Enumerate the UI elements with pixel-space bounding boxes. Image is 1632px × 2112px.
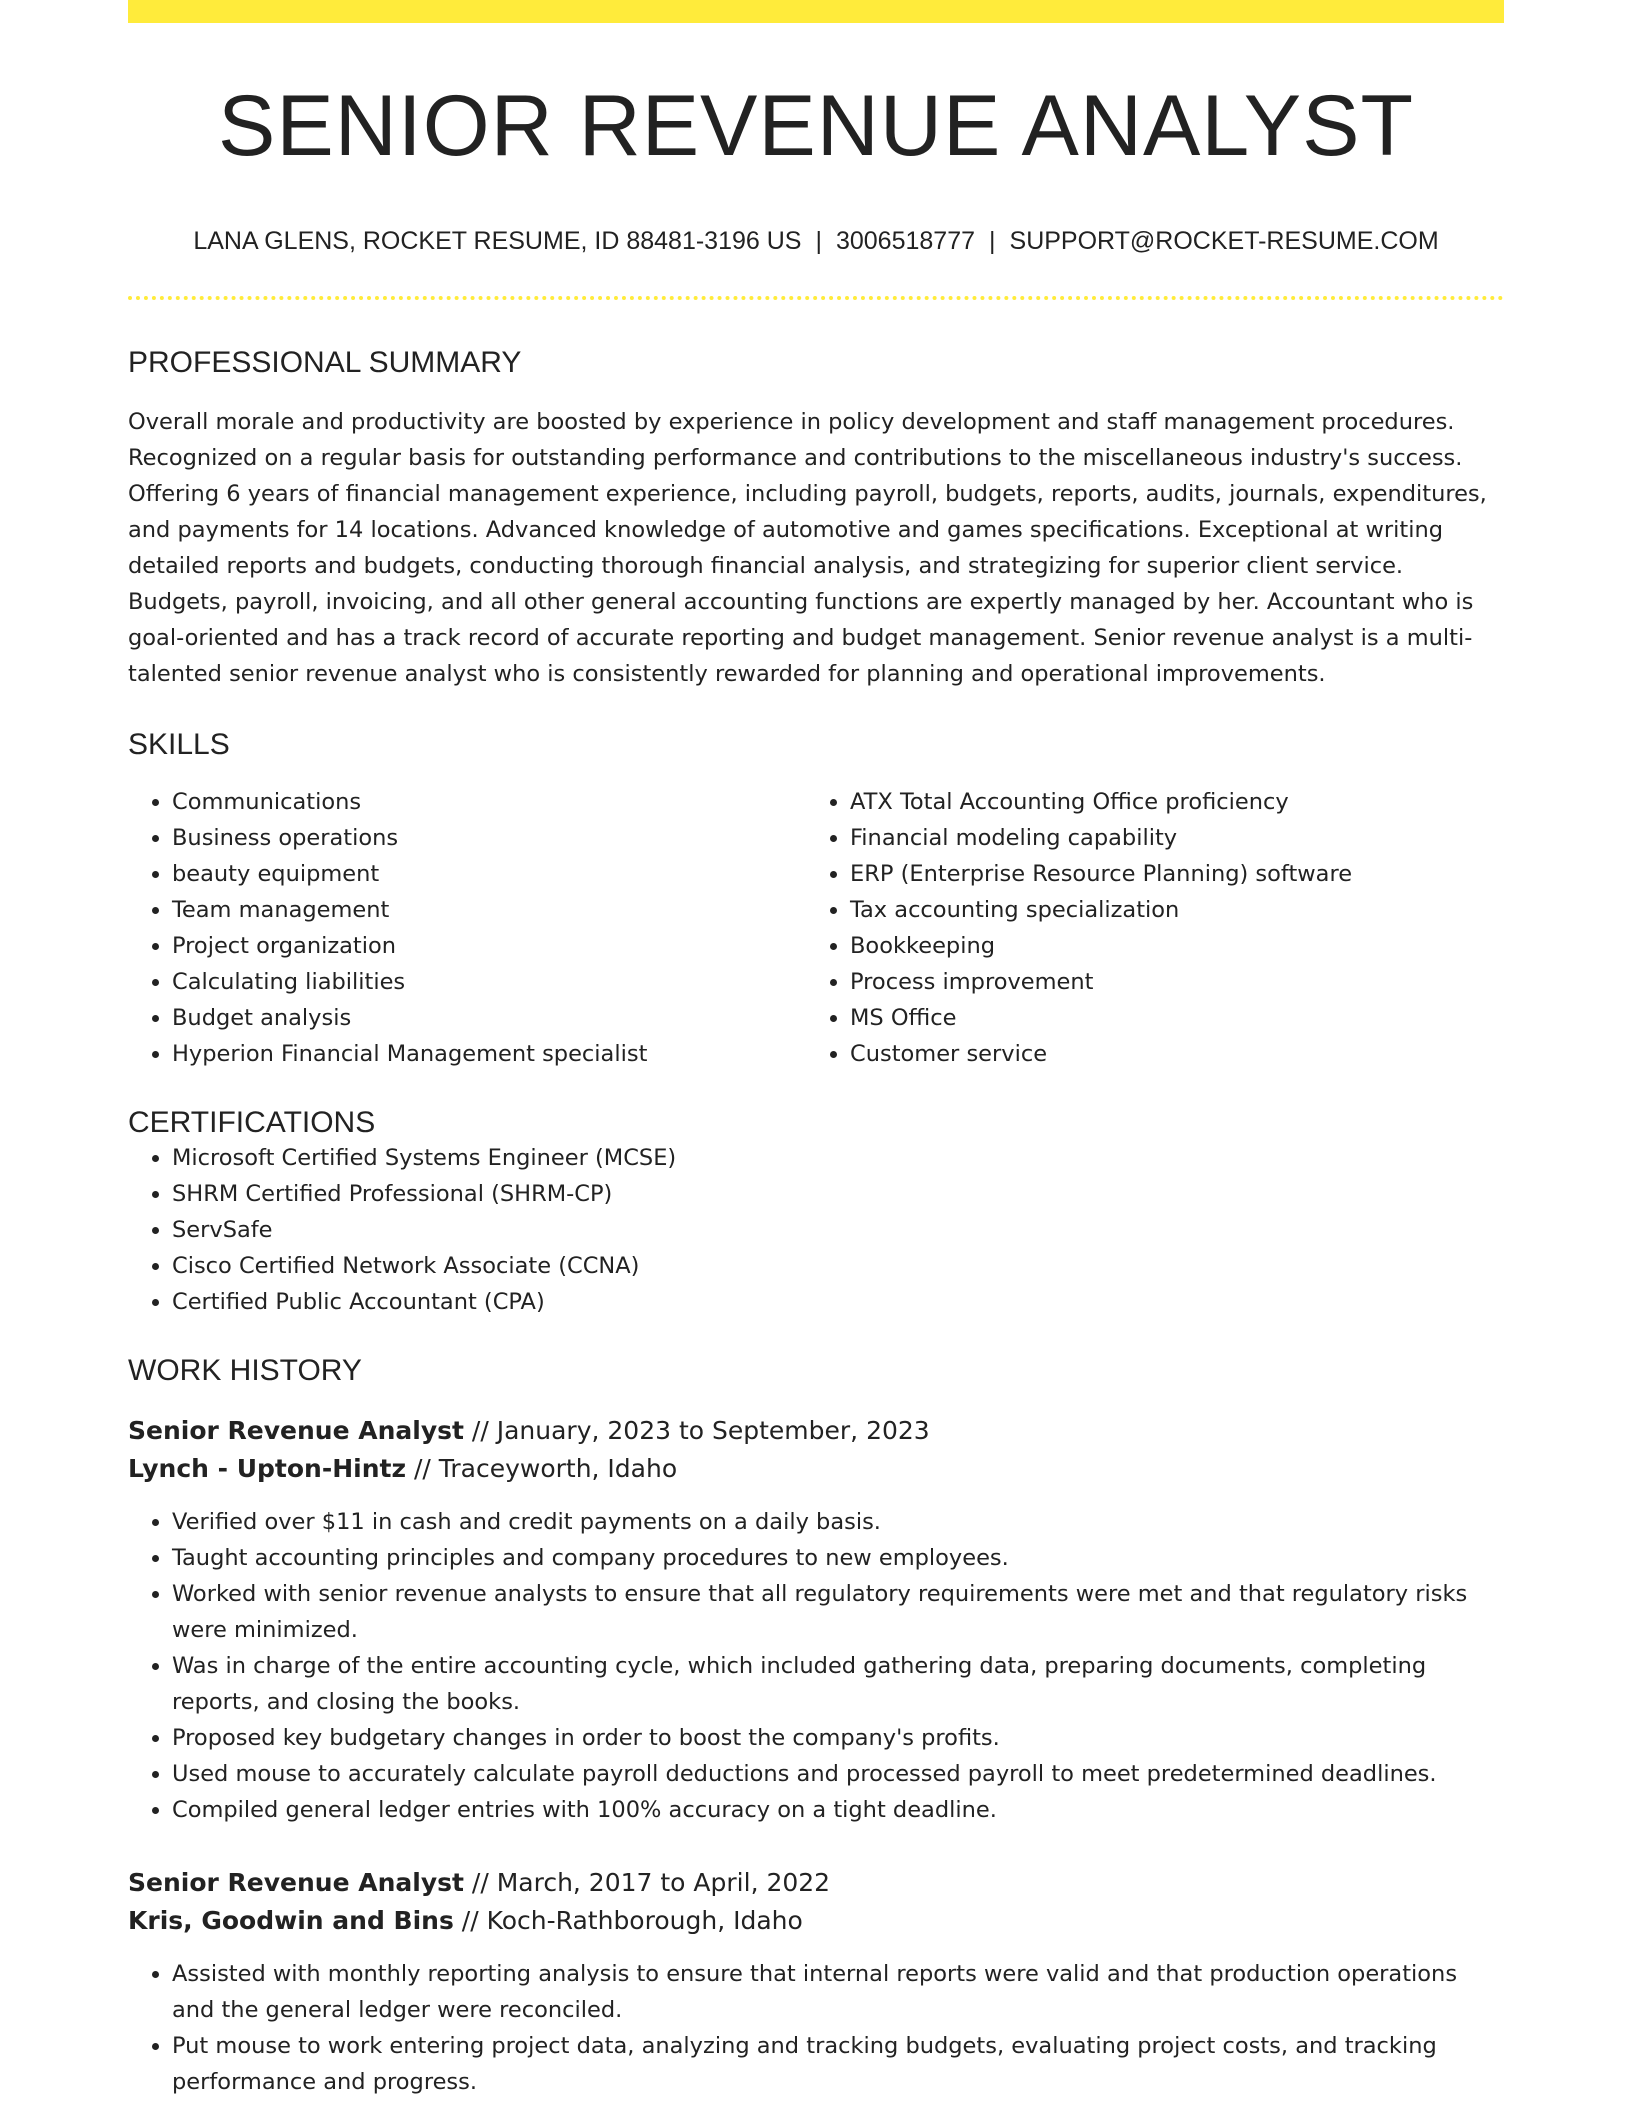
contact-phone: 3006518777: [835, 227, 976, 255]
job-entry: [128, 1864, 1504, 2100]
contact-email: SUPPORT@ROCKET-RESUME.COM: [1009, 227, 1439, 255]
certification-item: • ServSafe: [172, 1212, 1504, 1248]
job-bullets: [128, 1504, 1504, 1828]
accent-bar: [128, 0, 1504, 23]
contact-line: [128, 227, 1504, 256]
job-location: // Traceyworth, Idaho: [406, 1454, 678, 1483]
skills-column-left: [128, 784, 806, 1072]
skill-item: • Financial modeling capability: [850, 820, 1484, 856]
skill-item: • MS Office: [850, 1000, 1484, 1036]
resume-page: [128, 0, 1504, 2100]
contact-separator: |: [989, 227, 996, 255]
job-company-line: [128, 1450, 1504, 1488]
skill-item: • Communications: [172, 784, 806, 820]
job-bullet: • Assisted with monthly reporting analysis to ensure that internal reports were valid and that production operations and the general ledger were reconciled.: [172, 1956, 1504, 2028]
job-bullet: • Verified over $11 in cash and credit payments on a daily basis.: [172, 1504, 1504, 1540]
job-bullet: • Used mouse to accurately calculate payroll deductions and processed payroll to meet predetermined deadlines.: [172, 1756, 1504, 1792]
summary-heading: PROFESSIONAL SUMMARY: [128, 346, 522, 379]
skill-item: • Customer service: [850, 1036, 1484, 1072]
skill-item: • Calculating liabilities: [172, 964, 806, 1000]
job-bullets: [128, 1956, 1504, 2100]
skill-item: • Team management: [172, 892, 806, 928]
job-company: Lynch - Upton-Hintz: [128, 1454, 407, 1483]
skill-item: • Hyperion Financial Management specialist: [172, 1036, 806, 1072]
skill-item: • ATX Total Accounting Office proficiency: [850, 784, 1484, 820]
summary-text: Overall morale and productivity are boosted by experience in policy development and staff management procedures. Recognized on a regular basis for outstanding performance and contributions to the miscellaneous industry's success. Offering 6 years of financial management experience, including payroll, budgets, reports, audits, journals, expenditures, and payments for 14 locations. Advanced knowledge of automotive and games specifications. Exceptional at writing detailed reports and budgets, conducting thorough financial analysis, and strategizing for superior client service. Budgets, payroll, invoicing, and all other general accounting functions are expertly managed by her. Accountant who is goal-oriented and has a track record of accurate reporting and budget management. Senior revenue analyst is a multi-talented senior revenue analyst who is consistently rewarded for planning and operational improvements.: [128, 409, 1487, 687]
job-dates: // March, 2017 to April, 2022: [463, 1868, 831, 1897]
job-company: Kris, Goodwin and Bins: [128, 1906, 454, 1935]
job-location: // Koch-Rathborough, Idaho: [453, 1906, 803, 1935]
job-entry: [128, 1412, 1504, 1828]
job-bullet: • Compiled general ledger entries with 100% accuracy on a tight deadline.: [172, 1792, 1504, 1828]
skill-item: • Process improvement: [850, 964, 1484, 1000]
skill-item: • Budget analysis: [172, 1000, 806, 1036]
page-title: SENIOR REVENUE ANALYST: [217, 78, 1415, 174]
job-dates: // January, 2023 to September, 2023: [463, 1416, 930, 1445]
skill-item: • beauty equipment: [172, 856, 806, 892]
skill-item: • Project organization: [172, 928, 806, 964]
certifications-list: [128, 1140, 1504, 1320]
skill-item: • Tax accounting specialization: [850, 892, 1484, 928]
contact-address: LANA GLENS, ROCKET RESUME, ID 88481-3196 US: [193, 227, 802, 255]
certification-item: • Certified Public Accountant (CPA): [172, 1284, 1504, 1320]
job-bullet: • Put mouse to work entering project data, analyzing and tracking budgets, evaluating project costs, and tracking performance and progress.: [172, 2028, 1504, 2100]
contact-separator: |: [815, 227, 822, 255]
job-bullet: • Taught accounting principles and company procedures to new employees.: [172, 1540, 1504, 1576]
skills-list: [128, 784, 1504, 1072]
job-company-line: [128, 1902, 1504, 1940]
skill-item: • Business operations: [172, 820, 806, 856]
certifications-heading: CERTIFICATIONS: [128, 1106, 376, 1139]
job-title: Senior Revenue Analyst: [128, 1868, 464, 1897]
dotted-divider: [128, 296, 1504, 300]
job-title: Senior Revenue Analyst: [128, 1416, 464, 1445]
job-bullet: • Was in charge of the entire accounting cycle, which included gathering data, preparing documents, completing reports, and closing the books.: [172, 1648, 1504, 1720]
job-title-line: [128, 1412, 1504, 1450]
work-history-heading: WORK HISTORY: [128, 1354, 362, 1387]
job-bullet: • Worked with senior revenue analysts to ensure that all regulatory requirements were met and that regulatory risks were minimized.: [172, 1576, 1504, 1648]
certification-item: • Cisco Certified Network Associate (CCNA): [172, 1248, 1504, 1284]
certification-item: • SHRM Certified Professional (SHRM-CP): [172, 1176, 1504, 1212]
skills-column-right: [806, 784, 1484, 1072]
job-title-line: [128, 1864, 1504, 1902]
skill-item: • Bookkeeping: [850, 928, 1484, 964]
skills-heading: SKILLS: [128, 728, 230, 761]
skill-item: • ERP (Enterprise Resource Planning) software: [850, 856, 1484, 892]
certification-item: • Microsoft Certified Systems Engineer (MCSE): [172, 1140, 1504, 1176]
job-bullet: • Proposed key budgetary changes in order to boost the company's profits.: [172, 1720, 1504, 1756]
